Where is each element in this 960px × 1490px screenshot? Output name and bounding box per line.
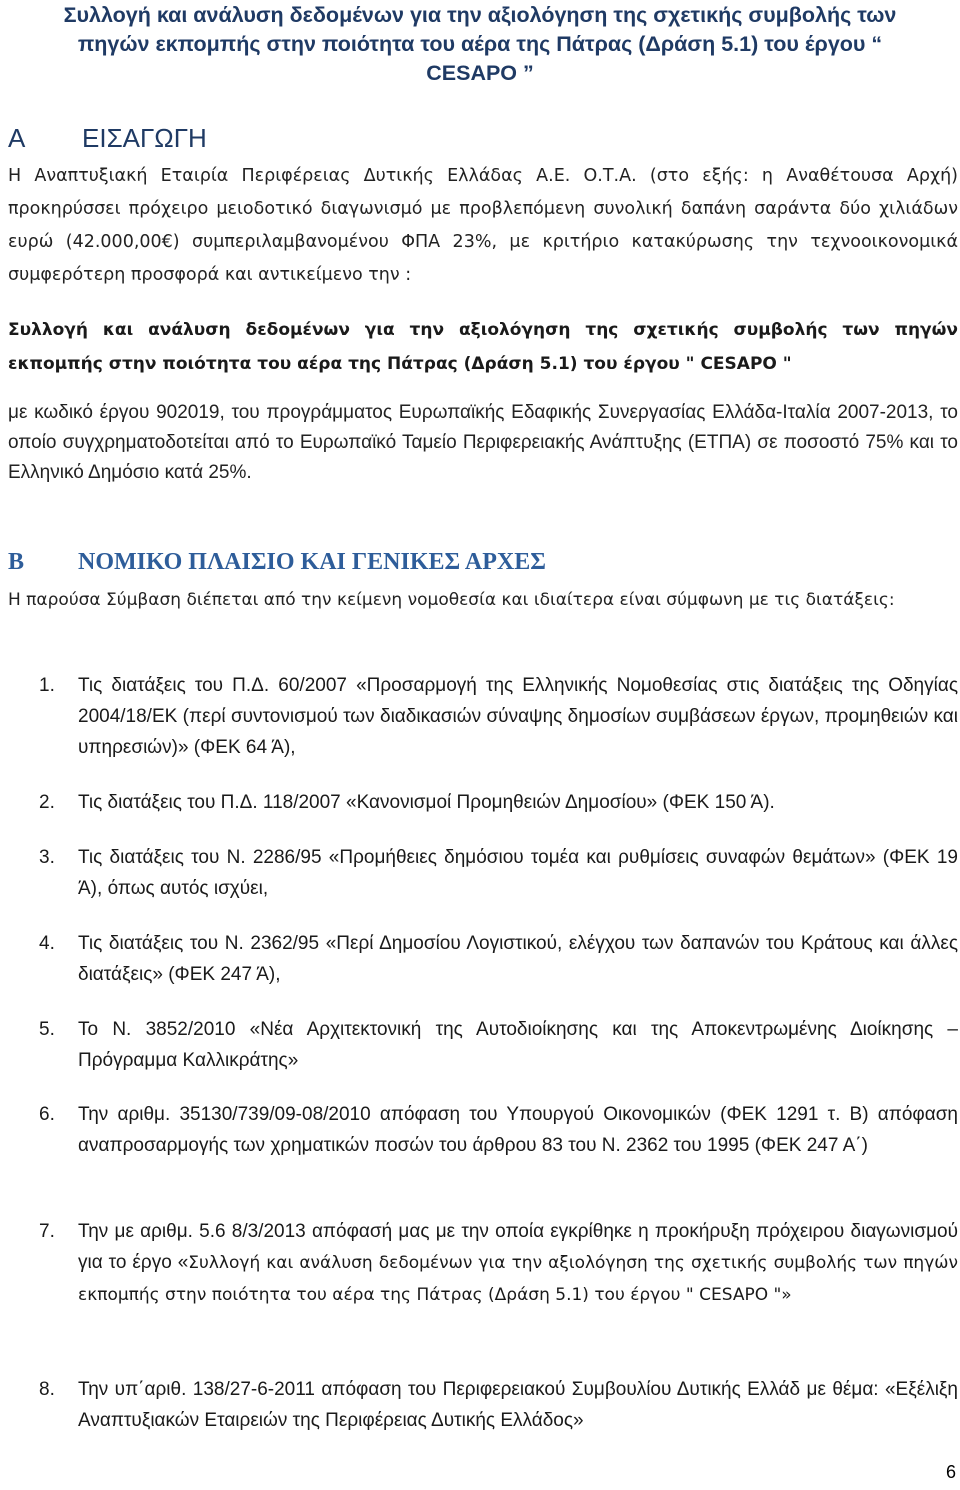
list-item-text: Το Ν. 3852/2010 «Νέα Αρχιτεκτονική της Αυτοδιοίκησης και της Αποκεντρωμένης Διοίκησης – Πρόγραμμα Καλλικράτης» (78, 1019, 958, 1071)
list-item (8, 1014, 958, 1076)
list-item (8, 1216, 958, 1311)
section-b-title: ΝΟΜΙΚΟ ΠΛΑΙΣΙΟ ΚΑΙ ΓΕΝΙΚΕΣ ΑΡΧΕΣ (78, 549, 546, 575)
header-title-line-2: πηγών εκπομπής στην ποιότητα του αέρα της Πάτρας (Δράση 5.1) του έργου “ (77, 32, 883, 56)
list-item-number: 6. (39, 1104, 55, 1125)
list-item (8, 1374, 958, 1436)
section-b-intro-paragraph: Η παρούσα Σύμβαση διέπεται από την κείμενη νομοθεσία και ιδιαίτερα είναι σύμφωνη με τις διατάξεις: (8, 590, 895, 610)
list-item (8, 842, 958, 904)
list-item-number: 4. (39, 933, 55, 954)
list-item-text: Τις διατάξεις του Π.Δ. 118/2007 «Κανονισμοί Προμηθειών Δημοσίου» (ΦΕΚ 150 Ά). (78, 792, 775, 813)
list-item-text: Την υπ΄αριθ. 138/27-6-2011 απόφαση του Περιφερειακού Συμβουλίου Δυτικής Ελλάδ με θέμα: «Εξέλιξη Αναπτυξιακών Εταιρειών της Περιφέρειας Δυτικής Ελλάδος» (78, 1379, 958, 1431)
header-title-line-3: CESAPO ” (426, 61, 534, 85)
section-b-heading (8, 546, 546, 578)
page-number: 6 (945, 1462, 956, 1482)
section-a-intro-paragraph: Η Αναπτυξιακή Εταιρία Περιφέρειας Δυτικής Ελλάδας Α.Ε. Ο.Τ.Α. (στο εξής: η Αναθέτουσα Αρχή) προκηρύσσει πρόχειρο μειοδοτικό διαγωνισμό με προβλεπόμενη συνολική δαπάνη σαράντα δύο χιλιάδων ευρώ (42.000,00€) συμπεριλαμβανομένου ΦΠΑ 23%, με κριτήριο κατακύρωσης την τεχνοοικονομικά συμφερότερη προσφορά και αντικείμενο την : (8, 166, 958, 285)
list-item-text: Την αριθμ. 35130/739/09-08/2010 απόφαση του Υπουργού Οικονομικών (ΦΕΚ 1291 τ. Β) απόφαση αναπροσαρμογής των χρηματικών ποσών του άρθρου 83 του Ν. 2362 του 1995 (ΦΕΚ 247 Α΄) (78, 1104, 958, 1156)
section-a-project-paragraph: με κωδικό έργου 902019, του προγράμματος Ευρωπαϊκής Εδαφικής Συνεργασίας Ελλάδα-Ιταλία 2007-2013, το οποίο συγχρηματοδοτείται από το Ευρωπαϊκό Ταμείο Περιφερειακής Ανάπτυξης (ΕΤΠΑ) σε ποσοστό 75% και το Ελληνικό Δημόσιο κατά 25%. (8, 402, 958, 483)
list-item (8, 787, 958, 818)
list-item-number: 5. (39, 1019, 55, 1040)
section-a-heading (8, 122, 207, 154)
list-item (8, 928, 958, 990)
list-item-text (78, 1216, 958, 1311)
list-item-text-start: Την με αριθμ. 5.6 8/3/2013 απόφασή μας με την οποία εγκρίθηκε η προκήρυξη πρόχειρου διαγωνισμού για το έργο « (78, 1221, 958, 1273)
header-title-line-1: Συλλογή και ανάλυση δεδομένων για την αξιολόγηση της σχετικής συμβολής των (63, 3, 897, 27)
list-item-number: 2. (39, 792, 55, 813)
list-item (8, 1099, 958, 1161)
section-b-letter: Β (8, 549, 25, 575)
section-a-title: ΕΙΣΑΓΩΓΗ (82, 123, 207, 153)
list-item-text: Τις διατάξεις του Ν. 2362/95 «Περί Δημοσίου Λογιστικού, ελέγχου των δαπανών του Κράτους και άλλες διατάξεις» (ΦΕΚ 247 Ά), (78, 933, 958, 985)
section-a-subject-paragraph: Συλλογή και ανάλυση δεδομένων για την αξιολόγηση της σχετικής συμβολής των πηγών εκπομπής στην ποιότητα του αέρα της Πάτρας (Δράση 5.1) του έργου " CESAPO " (8, 320, 958, 374)
list-item-number: 1. (39, 675, 55, 696)
document-header-title (0, 1, 960, 88)
list-item-number: 8. (39, 1379, 55, 1400)
list-item-text: Τις διατάξεις του Ν. 2286/95 «Προμήθειες δημόσιου τομέα και ρυθμίσεις συναφών θεμάτων» (ΦΕΚ 19 Ά), όπως αυτός ισχύει, (78, 847, 958, 899)
list-item-number: 3. (39, 847, 55, 868)
list-item-text: Τις διατάξεις του Π.Δ. 60/2007 «Προσαρμογή της Ελληνικής Νομοθεσίας στις διατάξεις της Οδηγίας 2004/18/ΕΚ (περί συντονισμού των διαδικασιών σύναψης δημοσίων συμβάσεων έργων, προμηθειών και υπηρεσιών)» (ΦΕΚ 64 Ά), (78, 675, 958, 758)
list-item-number: 7. (39, 1221, 55, 1242)
section-a-letter: Α (8, 123, 26, 153)
list-item (8, 670, 958, 763)
list-item-text-subject: Συλλογή και ανάλυση δεδομένων για την αξιολόγηση της σχετικής συμβολής των πηγών εκπομπής στην ποιότητα του αέρα της Πάτρας (Δράση 5.1) του έργου " CESAPO "» (78, 1253, 958, 1305)
